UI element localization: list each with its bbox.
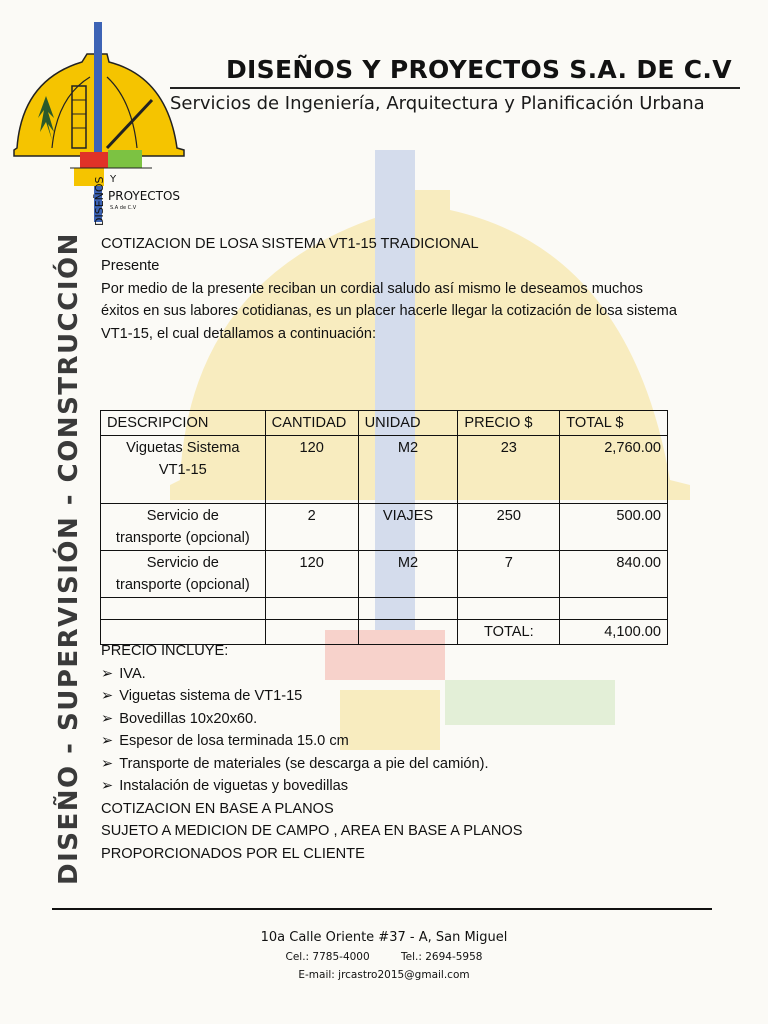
list-item: ➢ Viguetas sistema de VT1-15 [101, 685, 681, 708]
cell-cantidad: 120 [265, 436, 358, 504]
includes-heading: PRECIO INCLUYE: [101, 643, 229, 659]
table-header-row [101, 411, 668, 436]
footer-tel: Tel.: 2694-5958 [401, 951, 483, 963]
total-value: 4,100.00 [560, 620, 668, 645]
empty-cell [101, 598, 266, 620]
list-item: ➢ Espesor de losa terminada 15.0 cm [101, 730, 681, 753]
cell-unidad: M2 [358, 551, 458, 598]
footer-cel: Cel.: 7785-4000 [285, 951, 370, 963]
empty-cell [458, 598, 560, 620]
cell-precio: 23 [458, 436, 560, 504]
cell-total: 2,760.00 [560, 436, 668, 504]
table-row [101, 551, 668, 598]
header-descripcion: DESCRIPCION [101, 411, 266, 436]
header-unidad: UNIDAD [358, 411, 458, 436]
company-subtitle: Servicios de Ingeniería, Arquitectura y Planificación Urbana [170, 93, 705, 114]
includes-list [101, 663, 681, 798]
note-line: PROPORCIONADOS POR EL CLIENTE [101, 845, 365, 862]
footer-divider [52, 908, 712, 910]
table-row [101, 504, 668, 551]
list-item: ➢ Instalación de viguetas y bovedillas [101, 775, 681, 798]
table-row [101, 436, 668, 504]
note-line: COTIZACION EN BASE A PLANOS [101, 800, 334, 817]
logo-proyectos-text: PROYECTOS [108, 189, 181, 203]
cell-precio: 250 [458, 504, 560, 551]
cell-cantidad: 120 [265, 551, 358, 598]
cell-precio: 7 [458, 551, 560, 598]
footer-phones [0, 951, 768, 963]
list-item: ➢ Transporte de materiales (se descarga a pie del camión). [101, 753, 681, 776]
letter-body [101, 233, 681, 345]
logo-sa-text: S.A de C.V [110, 205, 137, 211]
empty-cell [358, 598, 458, 620]
total-label: TOTAL: [458, 620, 560, 645]
letter-salutation: Presente [101, 258, 160, 275]
cell-descripcion: Servicio de transporte (opcional) [101, 551, 266, 598]
cell-cantidad: 2 [265, 504, 358, 551]
cell-descripcion: Servicio de transporte (opcional) [101, 504, 266, 551]
table-empty-row [101, 598, 668, 620]
price-includes-section [101, 640, 681, 865]
header-total: TOTAL $ [560, 411, 668, 436]
empty-cell [560, 598, 668, 620]
note-line: SUJETO A MEDICION DE CAMPO , AREA EN BASE A PLANOS [101, 823, 523, 839]
company-name: DISEÑOS Y PROYECTOS S.A. DE C.V [226, 55, 732, 84]
header-precio: PRECIO $ [458, 411, 560, 436]
list-item: ➢ IVA. [101, 663, 681, 686]
cell-total: 500.00 [560, 504, 668, 551]
footer-address: 10a Calle Oriente #37 - A, San Miguel [260, 930, 508, 945]
cell-unidad: M2 [358, 436, 458, 504]
side-banner-text: DISEÑO - SUPERVISIÓN - CONSTRUCCIÓN [54, 232, 84, 885]
letter-title: COTIZACION DE LOSA SISTEMA VT1-15 TRADICIONAL [101, 236, 479, 252]
quote-table [100, 410, 668, 645]
cell-total: 840.00 [560, 551, 668, 598]
logo-y-text: Y [110, 174, 117, 185]
header-cantidad: CANTIDAD [265, 411, 358, 436]
empty-cell [265, 598, 358, 620]
company-logo [12, 22, 192, 232]
footer [0, 930, 768, 981]
footer-email: E-mail: jrcastro2015@gmail.com [298, 969, 470, 981]
cell-descripcion: Viguetas Sistema VT1-15 [101, 436, 266, 504]
cell-unidad: VIAJES [358, 504, 458, 551]
letter-paragraph: Por medio de la presente reciban un cordial saludo así mismo le deseamos muchos éxitos en sus labores cotidianas, es un placer hacerle llegar la cotización de losa sistema VT1-15, el cual detallamos a continuación: [101, 280, 677, 342]
header-divider [170, 87, 740, 89]
logo-disenos-text: DISEÑOS [93, 176, 106, 226]
list-item: ➢ Bovedillas 10x20x60. [101, 708, 681, 731]
